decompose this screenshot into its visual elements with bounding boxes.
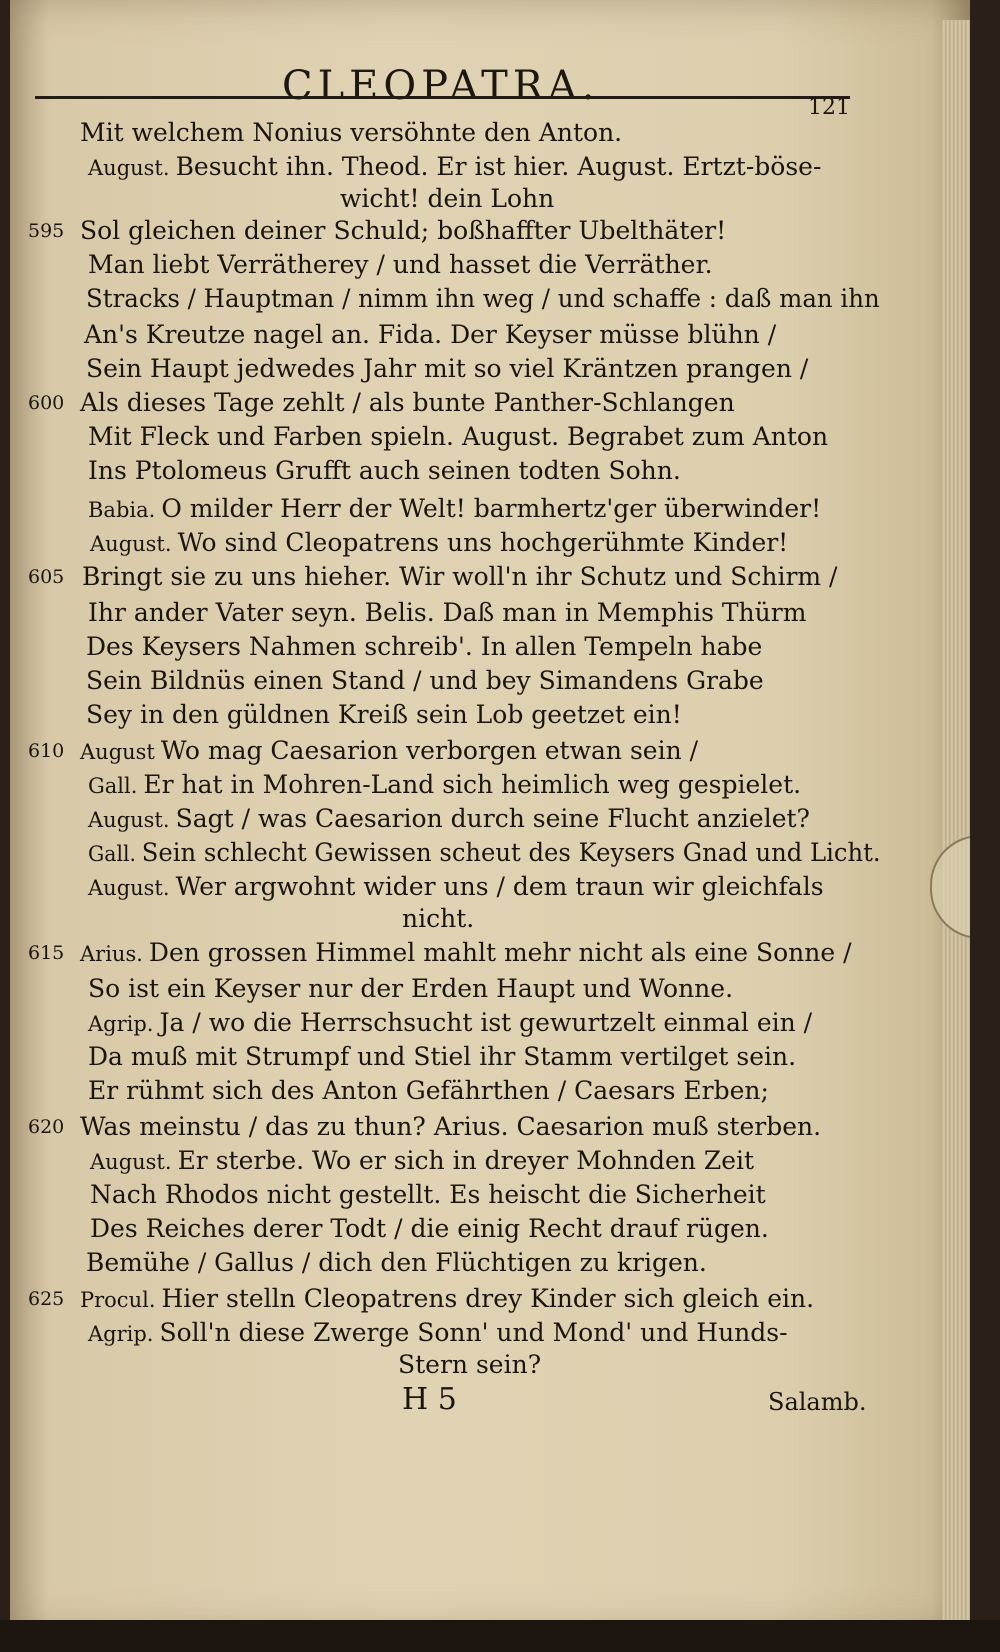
verse-text-line: Sein Haupt jedwedes Jahr mit so viel Kräntzen prangen / [86,354,809,383]
verse-line [88,1042,796,1071]
speaker-name: Agrip. [88,1322,154,1346]
verse-line [88,804,810,833]
line-number: 605 [28,566,65,588]
verse-line [86,666,764,695]
table-shadow [0,1620,1000,1652]
verse-line [88,598,806,627]
verse-text-line: Ins Ptolomeus Grufft auch seinen todten Sohn. [88,456,681,485]
verse-line [90,1180,766,1209]
verse-text-line: Man liebt Verrätherey / und hasset die Verräther. [88,250,713,279]
verse-line [90,1214,769,1243]
verse-text-line: Wo sind Cleopatrens uns hochgerühmte Kinder! [177,528,789,557]
verse-line [88,1318,788,1347]
verse-line [88,974,733,1003]
speaker-name: August. [88,156,170,180]
verse-text-line: Sein Bildnüs einen Stand / und bey Simandens Grabe [86,666,764,695]
verse-line [84,320,776,349]
verse-text-line: Sey in den güldnen Kreiß sein Lob geetzet ein! [86,700,682,729]
book-page [10,0,970,1632]
verse-text-line: Bringt sie zu uns hieher. Wir woll'n ihr Schutz und Schirm / [82,562,838,591]
speaker-name: Gall. [88,842,136,866]
verse-text-line: Den grossen Himmel mahlt mehr nicht als eine Sonne / [148,938,852,967]
line-number: 610 [28,740,65,762]
speaker-name: Gall. [88,774,138,798]
verse-text-line: O milder Herr der Welt! barmhertz'ger überwinder! [161,494,822,523]
verse-line [90,528,788,557]
verse-text-line: Nach Rhodos nicht gestellt. Es heischt die Sicherheit [90,1180,766,1209]
verse-line [80,938,852,967]
verse-text-line: Ihr ander Vater seyn. Belis. Daß man in Memphis Thürm [88,598,807,627]
speaker-name: Procul. [80,1288,156,1312]
speaker-name: Babia. [88,498,156,522]
verse-text-line: Wo mag Caesarion verborgen etwan sein / [160,736,699,765]
verse-text-line: Er hat in Mohren-Land sich heimlich weg gespielet. [143,770,802,799]
verse-text-line: Sagt / was Caesarion durch seine Flucht anzielet? [175,804,810,833]
verse-line [88,872,824,901]
verse-text-line: Mit welchem Nonius versöhnte den Anton. [80,118,623,147]
verse-text-line: Hier stelln Cleopatrens drey Kinder sich gleich ein. [161,1284,815,1313]
verse-line [88,494,821,523]
verse-text-line: Stern sein? [398,1350,542,1379]
verse-line [90,1146,754,1175]
verse-line [86,700,682,729]
verse-line [86,632,762,661]
verse-line [340,184,554,213]
verse-text-line: So ist ein Keyser nur der Erden Haupt und Wonne. [88,974,734,1003]
signature-mark: H 5 [402,1382,457,1417]
speaker-name: August [80,740,155,764]
verse-line [88,250,713,279]
verse-text-line: Da muß mit Strumpf und Stiel ihr Stamm vertilget sein. [88,1042,797,1071]
verse-line [80,1284,814,1313]
verse-text-line: Als dieses Tage zehlt / als bunte Panther-Schlangen [80,388,735,417]
page-number: 121 [808,95,850,120]
verse-text-line: Stracks / Hauptman / nimm ihn weg / und schaffe : daß man ihn [86,284,880,313]
verse-line [80,388,735,417]
verse-text-line: Sol gleichen deiner Schuld; boßhaffter Ubelthäter! [80,216,727,245]
catchword: Salamb. [768,1388,867,1416]
verse-line [86,354,808,383]
running-title: CLEOPATRA. [282,63,600,109]
verse-text-line: Besucht ihn. Theod. Er ist hier. August. Ertzt-böse- [175,152,822,181]
verse-line [402,904,474,933]
line-number: 625 [28,1288,65,1310]
verse-text-line: Er sterbe. Wo er sich in dreyer Mohnden Zeit [177,1146,755,1175]
verse-text-line: Des Keysers Nahmen schreib'. In allen Tempeln habe [86,632,763,661]
verse-text-line: Mit Fleck und Farben spieln. August. Begrabet zum Anton [88,422,829,451]
verse-text-line: Er rühmt sich des Anton Gefährthen / Caesars Erben; [88,1076,769,1105]
verse-line [80,118,622,147]
verse-line [88,152,821,181]
verse-line [86,1248,707,1277]
speaker-name: Agrip. [88,1012,154,1036]
speaker-name: August. [88,876,170,900]
verse-line [88,1076,769,1105]
verse-text-line: wicht! dein Lohn [340,184,555,213]
verse-text-line: Wer argwohnt wider uns / dem traun wir gleichfals [175,872,824,901]
speaker-name: Arius. [80,942,143,966]
verse-text-line: Bemühe / Gallus / dich den Flüchtigen zu krigen. [86,1248,707,1277]
line-number: 615 [28,942,65,964]
verse-line [88,770,801,799]
verse-text-line: Ja / wo die Herrschsucht ist gewurtzelt einmal ein / [159,1008,813,1037]
verse-text-line: Was meinstu / das zu thun? Arius. Caesarion muß sterben. [80,1112,822,1141]
verse-text-line: nicht. [402,904,475,933]
verse-line [80,736,698,765]
verse-line [88,838,881,867]
verse-line [80,1112,821,1141]
line-number: 620 [28,1116,65,1138]
verse-line [82,562,837,591]
verse-text-line: Sein schlecht Gewissen scheut des Keysers Gnad und Licht. [141,838,881,867]
speaker-name: August. [90,532,172,556]
speaker-name: August. [88,808,170,832]
line-number: 600 [28,392,65,414]
verse-line [88,1008,812,1037]
line-number: 595 [28,220,65,242]
verse-line [88,456,681,485]
verse-line [80,216,726,245]
verse-text-line: An's Kreutze nagel an. Fida. Der Keyser müsse blühn / [84,320,777,349]
speaker-name: August. [90,1150,172,1174]
verse-text-line: Soll'n diese Zwerge Sonn' und Mond' und Hunds- [159,1318,788,1347]
verse-line [86,284,880,313]
verse-line [88,422,828,451]
verse-line [398,1350,541,1379]
verse-text-line: Des Reiches derer Todt / die einig Recht drauf rügen. [90,1214,769,1243]
